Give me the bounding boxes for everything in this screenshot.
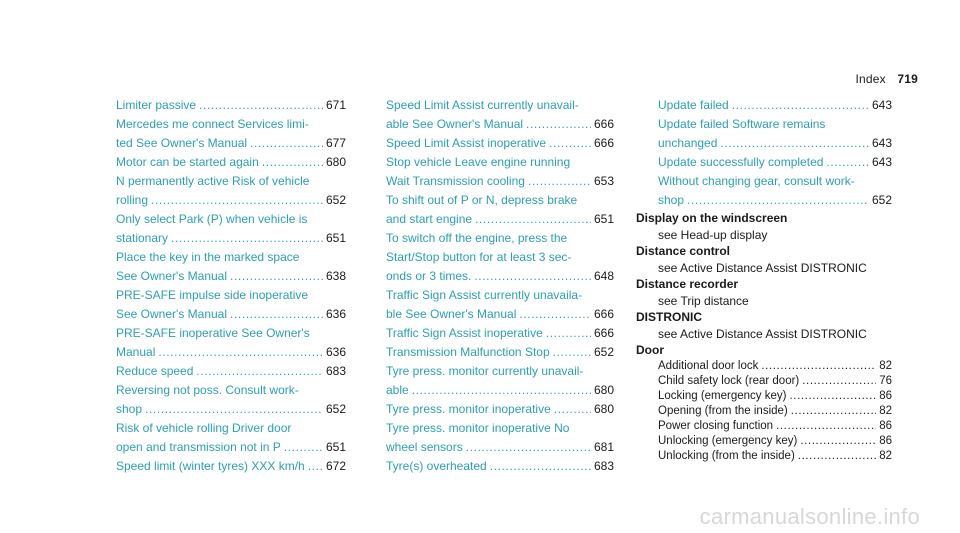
- index-line[interactable]: Update failed Software remains: [658, 117, 826, 131]
- index-line[interactable]: Update failed ..... 643: [636, 96, 892, 115]
- index-line[interactable]: Speed Limit Assist currently unavail-: [386, 98, 579, 112]
- index-line[interactable]: Motor can be started again ..... 680: [116, 153, 346, 172]
- see-reference[interactable]: see Active Distance Assist DISTRONIC: [658, 261, 867, 275]
- index-line[interactable]: Speed Limit Assist inoperative ..... 666: [386, 134, 614, 153]
- index-line[interactable]: Reversing not poss. Consult work-: [116, 383, 299, 397]
- door-subentry[interactable]: Unlocking (from the inside) ..... 82: [636, 449, 892, 464]
- index-column-2: [386, 96, 614, 476]
- index-line[interactable]: PRE-SAFE impulse side inoperative: [116, 288, 309, 302]
- index-line[interactable]: Stop vehicle Leave engine running: [386, 155, 571, 169]
- index-line[interactable]: shop ..... 652: [636, 191, 892, 210]
- door-subentry[interactable]: Locking (emergency key) ..... 86: [636, 389, 892, 404]
- index-line[interactable]: Traffic Sign Assist inoperative ..... 666: [386, 324, 614, 343]
- index-line[interactable]: Speed limit (winter tyres) XXX km/h ..... 672: [116, 457, 346, 476]
- index-line[interactable]: PRE-SAFE inoperative See Owner's: [116, 326, 310, 340]
- index-line[interactable]: shop ..... 652: [116, 400, 346, 419]
- page-number: 719: [897, 72, 918, 86]
- see-reference[interactable]: see Head-up display: [658, 228, 768, 242]
- index-line[interactable]: open and transmission not in P ..... 651: [116, 438, 346, 457]
- index-line[interactable]: onds or 3 times. ..... 648: [386, 267, 614, 286]
- header-label: Index: [855, 72, 886, 86]
- door-subentry[interactable]: Opening (from the inside) ..... 82: [636, 404, 892, 419]
- index-line[interactable]: Start/Stop button for at least 3 sec-: [386, 250, 572, 264]
- entry-heading: Distance control: [636, 244, 731, 258]
- index-line[interactable]: ted See Owner's Manual ..... 677: [116, 134, 346, 153]
- index-line[interactable]: Without changing gear, consult work-: [658, 174, 855, 188]
- see-reference[interactable]: see Trip distance: [658, 294, 749, 308]
- index-line[interactable]: stationary ..... 651: [116, 229, 346, 248]
- see-reference[interactable]: see Active Distance Assist DISTRONIC: [658, 327, 867, 341]
- index-line[interactable]: Tyre press. monitor inoperative ..... 680: [386, 400, 614, 419]
- index-line[interactable]: Tyre press. monitor currently unavail-: [386, 364, 584, 378]
- index-line[interactable]: able See Owner's Manual ..... 666: [386, 115, 614, 134]
- watermark: carmanualsonline.info: [699, 504, 920, 529]
- door-subentry[interactable]: Unlocking (emergency key) ..... 86: [636, 434, 892, 449]
- index-line[interactable]: unchanged ..... 643: [636, 134, 892, 153]
- index-line[interactable]: Mercedes me connect Services limi-: [116, 117, 309, 131]
- door-subentry[interactable]: Power closing function ..... 86: [636, 419, 892, 434]
- index-line[interactable]: See Owner's Manual ..... 638: [116, 267, 346, 286]
- index-line[interactable]: Tyre(s) overheated ..... 683: [386, 457, 614, 476]
- index-column-1: [116, 96, 346, 476]
- index-line[interactable]: To switch off the engine, press the: [386, 231, 568, 245]
- page-header: [855, 72, 918, 86]
- door-subentry[interactable]: Child safety lock (rear door) ..... 76: [636, 374, 892, 389]
- index-line[interactable]: Reduce speed ..... 683: [116, 362, 346, 381]
- index-line[interactable]: To shift out of P or N, depress brake: [386, 193, 578, 207]
- index-line[interactable]: rolling ..... 652: [116, 191, 346, 210]
- index-line[interactable]: Traffic Sign Assist currently unavaila-: [386, 288, 583, 302]
- index-line[interactable]: ble See Owner's Manual ..... 666: [386, 305, 614, 324]
- index-line[interactable]: Wait Transmission cooling ..... 653: [386, 172, 614, 191]
- index-line[interactable]: Place the key in the marked space: [116, 250, 300, 264]
- index-line[interactable]: able ..... 680: [386, 381, 614, 400]
- index-line[interactable]: Limiter passive ..... 671: [116, 96, 346, 115]
- index-line[interactable]: Risk of vehicle rolling Driver door: [116, 421, 292, 435]
- entry-heading: Display on the windscreen: [636, 211, 788, 225]
- index-line[interactable]: N permanently active Risk of vehicle: [116, 174, 310, 188]
- index-line[interactable]: See Owner's Manual ..... 636: [116, 305, 346, 324]
- index-line[interactable]: Transmission Malfunction Stop ..... 652: [386, 343, 614, 362]
- index-line[interactable]: Only select Park (P) when vehicle is: [116, 212, 308, 226]
- entry-heading: Distance recorder: [636, 277, 739, 291]
- index-line[interactable]: Manual ..... 636: [116, 343, 346, 362]
- index-line[interactable]: and start engine ..... 651: [386, 210, 614, 229]
- index-line[interactable]: Tyre press. monitor inoperative No: [386, 421, 570, 435]
- door-subentry[interactable]: Additional door lock ..... 82: [636, 359, 892, 374]
- entry-heading: DISTRONIC: [636, 310, 702, 324]
- index-column-3: [636, 96, 892, 464]
- index-line[interactable]: wheel sensors ..... 681: [386, 438, 614, 457]
- index-line[interactable]: Update successfully completed ..... 643: [636, 153, 892, 172]
- entry-heading: Door: [636, 343, 664, 357]
